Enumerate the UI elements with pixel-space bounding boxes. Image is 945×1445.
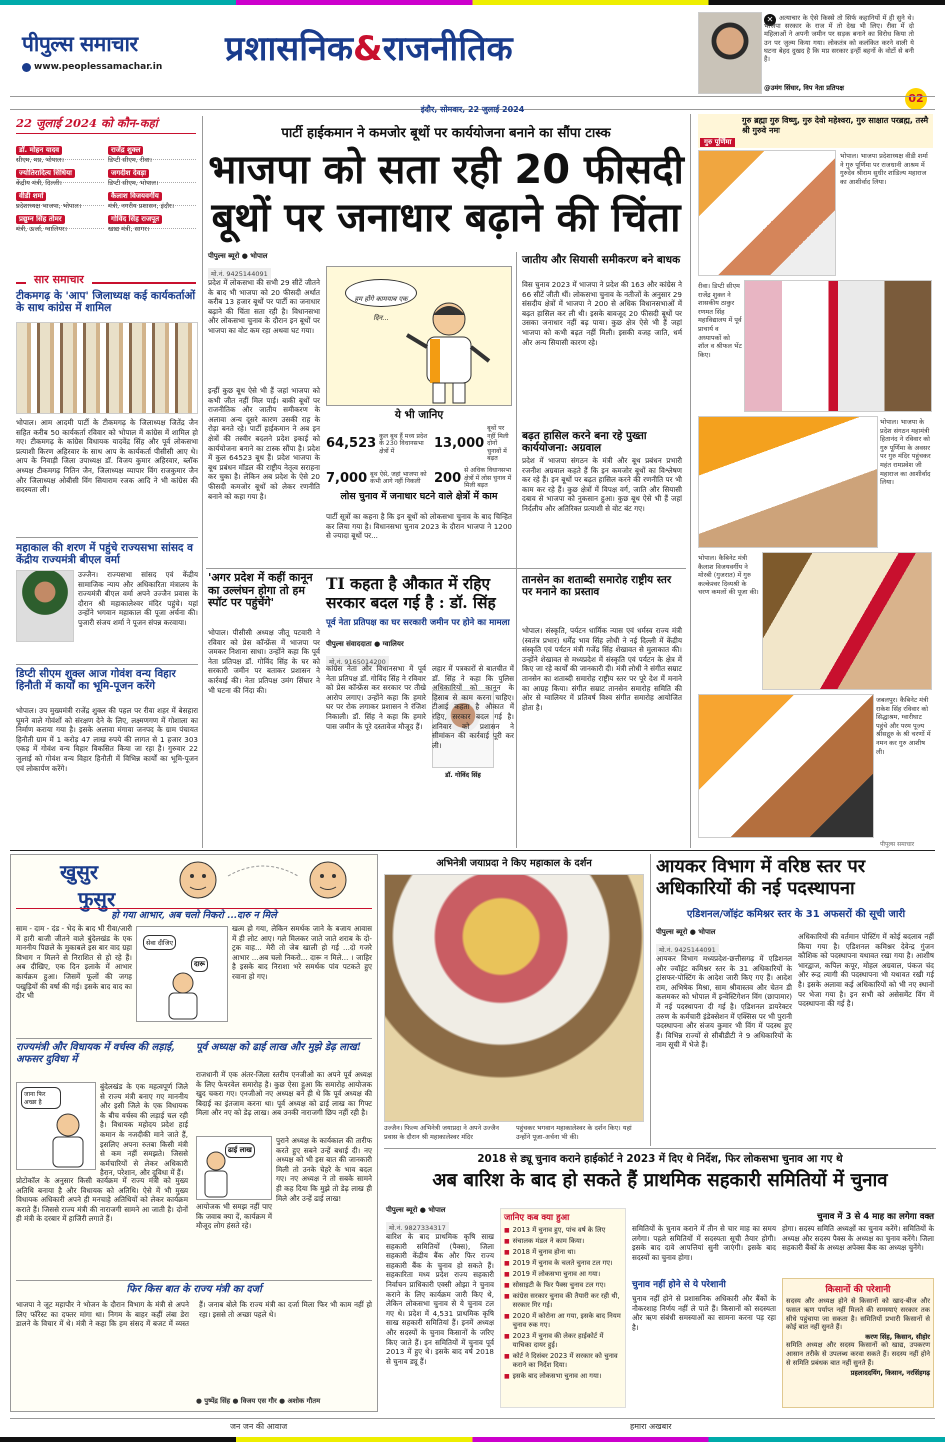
cartoon-figure: [397, 297, 497, 405]
section-title-right: राजनीतिक: [382, 29, 513, 69]
farmer-name-1: करण सिंह, किसान, सीहोर: [865, 1333, 930, 1342]
story2-body: उज्जैन। राज्यसभा सांसद एवं केंद्रीय सामाजिक न्याय और अधिकारिता मंत्रालय के राज्यमंत्री बीएल वर्मा अपने उज्जैन प्रवास के दौरान श्री महाकालेश्वर मंदिर पहुंचे। यहां उन्होंने भगवान महाकाल की पूजा अर्चना की। पुजारी संजय शर्मा ने पूजन संपन्न करवाया।: [78, 570, 198, 627]
page-number: 02: [905, 88, 927, 110]
sar-samachar-header: [16, 268, 196, 284]
stats-box: [326, 408, 512, 488]
timeline-item: ■ कोर्ट ने दिसंबर 2023 में सरकार को चुनाव कराने का निर्देश दिया।: [504, 1352, 622, 1370]
govind-singh-caption: डॉ. गोविंद सिंह: [445, 771, 481, 779]
lead-subhead-body: पार्टी सूत्रों का कहना है कि इन बूथों को लोकसभा चुनाव के बाद चिन्हित कर लिया गया है। विधानसभा चुनाव 2023 के दौरान भाजपा ने 1200 से ज्यादा बूथों पर...: [326, 512, 512, 541]
income-tax-body-b: अधिकारियों की वर्तमान पोस्टिंग में कोई बदलाव नहीं किया गया है। एडिशनल कमिश्नर देवेन्द्र गुंजन कौशिक को पदस्थापना यथावत रखा गया है। आशीष भारद्वाज, कपिल कपूर, मोहल अग्रवाल, पंकज चंद और रूद्र त्यागी की पदस्थापना भी यथावत रखी गई है। इसके अलावा कई अधिकारियों को भी नए स्थानों पर भेजा गया है। इन सभी को असेसमेंट विंग में पदस्थापना की गई है।: [798, 932, 934, 1009]
timeline-item: ■ संचालक मंडल ने काम किया।: [504, 1237, 622, 1246]
khusur-fusur-title: खुसुर फुसुर: [60, 860, 116, 911]
jayaprada-caption2: पहुंचकर भगवान महाकालेश्वर के दर्शन किए। यहां उन्होंने पूजा-अर्चना भी की।: [516, 1124, 632, 1141]
lead-side-body1: विस चुनाव 2023 में भाजपा ने प्रदेश की 163 और कांग्रेस ने 66 सीटें जीती थीं। लोकसभा चुनाव के नतीजों के अनुसार 29 संसदीय क्षेत्रों में भाजपा ने 200 से अधिक विधानसभाओं में बढ़त हासिल कर ली थी। इसके बावजूद 20 फीसदी बूथों पर उसका जनाधार नहीं बढ़ पाया। कुछ क्षेत्र ऐसे भी हैं जहां भाजपा को कभी बढ़त नहीं मिली। इसकी वजह जाति, धर्म और अन्य सियासी कारण रहे।: [522, 280, 682, 347]
khusur-story3-body-more: आयोजक भी समझ नहीं पाए कि जवाब क्या दें, कार्यक्रम में मौजूद लोग हंसते रहे।: [196, 1202, 272, 1231]
khusur-story2-body: बुंदेलखंड के एक महत्वपूर्ण जिले से राज्य मंत्री बनाए गए माननीय और इसी जिले के एक विधायक के बीच वर्चस्व की लड़ाई चल रही है। विधायक महोदय प्रदेश हाई कमान के नजदीकी माने जाते हैं, इसलिए अपना रुतबा किसी मंत्री से कम नहीं समझते। जिससे कर्मचारियों से लेकर अधिकारी हैरान, परेशान, और दुविधा में हैं।: [100, 1082, 188, 1178]
story3-headline: डिप्टी सीएम शुक्ल आज गोवंश वन्य विहार हिनौती में कार्यों का भूमि-पूजन करेंगे: [16, 668, 176, 693]
timeline-item: ■ 2023 में चुनाव की लेकर हाईकोर्ट में याचिका दायर हुई।: [504, 1332, 622, 1350]
khusur-cartoon-2: [16, 1082, 96, 1170]
masthead-logo: [22, 30, 192, 72]
person-entry: गोविंद सिंह राजपूत खाद्य मंत्री, सागर।: [108, 206, 196, 229]
stats-title: ये भी जानिए: [394, 409, 444, 421]
sar-samachar-title: सार समाचार: [26, 273, 92, 286]
income-tax-sub: एडिशनल/जॉइंट कमिश्नर स्तर के 31 अफसरों की सूची जारी: [686, 909, 906, 920]
person-entry: डॉ. मोहन यादव सीएम, मप्र, भोपाल।: [16, 137, 104, 160]
stat-item: 7,000 बूथ ऐसे, जहां भाजपा को कभी आगे नहीं निकली: [326, 470, 427, 486]
guru-caption-5: जबलपुर। कैबिनेट मंत्री राकेश सिंह रविवार को सिद्धाश्रम, ग्वारीघाट पहुंचे और परम पूज्य श्रीसद्गुरु के श्री चरणों में नमन कर गुरु आशीष ली।: [876, 696, 931, 756]
income-tax-body-a: आयकर विभाग मध्यप्रदेश-छत्तीसगढ़ में एडिशनल और ज्वॉइंट कमिश्नर स्तर के 31 अधिकारियों के ट्रांसफर-पोस्टिंग के आदेश जारी किए गए हैं। आदेश राम, अभिषेक मिश्रा, साम श्रीवास्तव और चेतन डी कलमकर को भोपाल में इन्वेस्टिगेशन विंग (छापामार) में नई पदस्थापना दी गई है। एडिशनल डायरेक्टर तरुण के कर्मचारी इंडेक्सेशन में एक्सिस पर भी पुरानी पदस्थापना और संजय कुमार भी विंग में पदस्थ हुए हैं। विभिन्न राज्यों से सीबीडीटी ने 9 अधिकारियों के नाम सूची में भेजे हैं।: [656, 954, 792, 1050]
who-where-title: 22 जुलाई 2024 को कौन-कहां: [16, 116, 196, 134]
coop-byline: पीपुल्स ब्यूरो ● भोपाल मो.नं. 9827334317: [386, 1206, 494, 1234]
speech-jana: जाना फिर अच्छा है: [21, 1087, 61, 1109]
section-title: [225, 24, 695, 70]
stat-item: 13,000 बूथों पर नहीं मिली दोनों चुनावों में बढ़त: [434, 425, 509, 463]
section-amp: &: [353, 29, 383, 69]
lead-kicker: पार्टी हाईकमान ने कमजोर बूथों पर कार्ययोजना बनाने का सौंपा टास्क: [281, 126, 611, 141]
tansen-body: भोपाल। संस्कृति, पर्यटन धार्मिक न्यास एवं धर्मस्व राज्य मंत्री (स्वतंत्र प्रभार) धर्मेंद्र भाव सिंह लोधी ने नई दिल्ली में केंद्रीय संस्कृति एवं पर्यटन मंत्री गजेंद्र सिंह शेखावत से मुलाकात की। उन्होंने शेखावत से मध्यप्रदेश में संस्कृति एवं पर्यटन के क्षेत्र में किए जा रहे कार्यों की जानकारी दी। मंत्री लोधी ने संगीत सम्राट तानसेन का शताब्दी समारोह राष्ट्रीय स्तर पर पूरे देश में मनाने का आग्रह किया। संगीत सम्राट तानसेन समारोह समिति की ओर से ग्वालियर में प्रतिवर्ष विश्व संगीत समारोह आयोजित होता है।: [522, 626, 682, 712]
person-entry: वीडी शर्मा प्रदेशाध्यक्ष भाजपा, भोपाल।: [16, 183, 104, 206]
speech-daru: दारू: [191, 957, 208, 972]
globe-icon: [22, 63, 31, 72]
guru-purnima-tag: गुरु पूर्णिमा: [700, 138, 735, 147]
cartoon-man: [157, 971, 209, 1021]
person-entry: राजेंद्र शुक्ल डिप्टी सीएम, रीवा।: [108, 137, 196, 160]
lead-subhead: लोस चुनाव में जनाधार घटने वाले क्षेत्रों में काम: [340, 491, 498, 502]
footer-right: हमारा अखबार: [630, 1422, 672, 1431]
story2-headline: महाकाल की शरण में पहुंचे राज्यसभा सांसद व केंद्रीय राज्यमंत्री बीएल वर्मा: [16, 542, 193, 567]
person-entry: कैलाश विजयवर्गीय मंत्री, नगरीय प्रशासन, इंदौर।: [108, 183, 196, 206]
aap-workers-join-photo: [16, 322, 198, 414]
speech-dhai-lakh: ढाई लाख: [225, 1143, 255, 1158]
timeline-item: ■ 2019 में लोकसभा चुनाव आ गया।: [504, 1270, 622, 1279]
coop-col3-head: चुनाव नहीं होने से ये परेशानी: [632, 1280, 726, 1290]
color-registration-strip: [0, 0, 945, 5]
person-entry: ज्योतिरादित्य सिंधिया केंद्रीय मंत्री, दिल्ली।: [16, 160, 104, 183]
guru-caption-1: भोपाल। भाजपा प्रदेशाध्यक्ष वीडी शर्मा ने गुरु पूर्णिमा पर राजधानी आश्रम में गुरुदेव श्रीराम सुधीर शांडिल्य महाराज का आशीर्वाद लिया।: [840, 152, 928, 186]
khusur-cartoon-1: [136, 926, 228, 1022]
coop-col4-box: [782, 1278, 934, 1408]
ti-body2: कांग्रेस नेता और विधानसभा में पूर्व नेता प्रतिपक्ष डॉ. गोविंद सिंह ने रविवार को प्रेस कॉन्फ्रेंस कर सरकार पर तीखे आरोप लगाए। उन्होंने कहा कि हमारे घर पर रोक लगाकर प्रशासन ने रंजिश निकाली। डॉ. सिंह ने कहा कि हमारे पास जमीन के पूरे दस्तावेज मौजूद हैं।: [326, 664, 426, 731]
person-entry: प्रद्युम्न सिंह तोमर मंत्री, ऊर्जा, ग्वालियर।: [16, 206, 104, 229]
guru-photo-1: [698, 150, 836, 276]
umang-singhar-portrait: [698, 12, 762, 94]
cartoon-man-3: [201, 1151, 231, 1199]
ti-pullquote: 'अगर प्रदेश में कहीं कानून का उल्लंघन होगा तो हम स्पॉट पर पहुंचेंगे': [208, 571, 313, 610]
tansen-headline: तानसेन का शताब्दी समारोह राष्ट्रीय स्तर पर मनाने का प्रस्ताव: [522, 574, 672, 599]
guru-caption-2: रीवा। डिप्टी सीएम राजेंद्र शुक्ल ने शासकीय ठाकुर रणमत सिंह महाविद्यालय में पूर्व प्राचार्य व अध्यापकों को शॉल व श्रीफल भेंट किए।: [698, 282, 742, 359]
income-tax-headline: आयकर विभाग में वरिष्ठ स्तर पर अधिकारियों की नई पदस्थापना: [656, 856, 866, 899]
quote-author: @उमंग सिंघार, विप नेता प्रतिपक्ष: [764, 84, 844, 92]
lead-headline: [206, 146, 686, 242]
khusur-story3-body-cont: पुराने अध्यक्ष के कार्यकाल की तारीफ करते हुए सबने उन्हें बधाई दी। नए अध्यक्ष को भी इस बात की जानकारी मिली तो उनके चेहरे के भाव बदल गए। नए अध्यक्ष ने तो सबके सामने ही कह दिया कि मुझे तो डेढ़ लाख ही मिले और उन्हें ढाई लाख!: [276, 1136, 372, 1203]
guru-photo-4: [762, 552, 932, 690]
stat-item: 64,523 कुल बूथ हैं मध्य प्रदेश के 230 विधानसभा क्षेत्रों में: [326, 432, 428, 455]
website-url[interactable]: www.peoplessamachar.in: [34, 62, 163, 72]
lead-side-head1: जातीय और सियासी समीकरण बने बाधक: [522, 254, 681, 266]
jayaprada-banner: अभिनेत्री जयाप्रदा ने किए महाकाल के दर्शन: [436, 858, 592, 869]
guru-caption-3: भोपाल। भाजपा के प्रदेश संगठन महामंत्री हितानंद ने रविवार को गुरु पूर्णिमा के अवसर पर गुरु मंदिर पहुंचकर महंत रामप्रवेश जी महाराज का आशीर्वाद लिया।: [880, 418, 931, 487]
ti-body3: लहार में पत्रकारों से बातचीत में डॉ. सिंह ने कहा कि पुलिस अधिकारियों को कानून के हिसाब से काम करना चाहिए। टीआई कहता है औकात में रहिए, सरकार बदल गई है। शनिवार को प्रशासन ने सीमांकन की कार्रवाई पूरी कर ली।: [432, 664, 514, 750]
newspaper-logo: पीपुल्स समाचार: [22, 32, 138, 56]
lead-byline: पीपुल्स ब्यूरो ● भोपाल मो.नं. 9425144091: [208, 252, 320, 280]
farmer-quote-2: समिति अध्यक्ष और सदस्य किसानों को खाद्य, उपकरण आसान तरीके से उपलब्ध करवा सकते हैं। सदस्य नहीं होने से समिति प्रबंधक बात नहीं सुनते हैं।: [786, 1341, 930, 1367]
x-social-icon: ✕: [764, 14, 776, 26]
stat-item: 200 से अधिक विधानसभा क्षेत्रों में लोस चुनाव में मिली बढ़त: [434, 466, 512, 490]
person-entry: जगदीश देवड़ा डिप्टी सीएम, भोपाल।: [108, 160, 196, 183]
quote-text: अत्याचार के ऐसे किस्से तो सिर्फ कहानियों में ही सुने थे। भाजपा सरकार के राज में तो देख भी लिए। रीवा में दो महिलाओं ने अपनी जमीन पर सड़क बनाने का विरोध किया तो उन पर जुल्म किया गया। लोकतंत्र को कलंकित करने वाली ये घटना बेहद दुखद है कि मप्र सरकार इन्हीं बहनों के वोटों से बनी है।: [764, 14, 914, 64]
lead-side-head2: बढ़त हासिल करने बना रहे पुख्ता कार्ययोजना: अग्रवाल: [522, 430, 647, 455]
coop-subnote: चुनाव में 3 से 4 माह का लगेगा वक्त: [817, 1212, 934, 1222]
jayaprada-photo: [384, 874, 644, 1122]
guru-purnima-header: [698, 114, 933, 148]
khusur-story2-body-cont: प्रोटोकॉल के अनुसार किसी कार्यक्रम में राज्य मंत्री को मुख्य अतिथि बनाया है और विधायक को अतिथि। ऐसे में भी मुख्य विधायक अधिकारी अपने ही मनचाहे अतिथियों को लेकर कार्यक्रम कराते हैं। जिससे राज्य मंत्री की नाराजगी सामने आ जाती है। दोनों ही मंत्री के दरबार में हाजिरी लगाते हैं।: [16, 1176, 188, 1224]
khusur-story1-body-b: खत्म हो गया, लेकिन समर्थक जाने के बजाय आवास में ही लोट आए। गले मिलकर जाते जाते शराब के दो-ट्रक वाह... मेरी तो जेब खाली हो गई ...दो गजरे आभार ...अब चलो निकरो... दारू न मिले... । जाहिर है इसके बाद निराशा भरे समर्थक पांव पटकते हुए रवाना हो गए।: [232, 924, 372, 981]
jayaprada-caption1: उज्जैन। फिल्म अभिनेत्री जयाप्रदा ने अपने उज्जैन प्रवास के दौरान श्री महाकालेश्वर मंदिर: [384, 1124, 499, 1141]
guru-photo-2: [744, 280, 932, 412]
speech-sewa: सेवा दीजिए: [143, 935, 176, 950]
dateline: इंदौर, सोमवार, 22 जुलाई 2024: [420, 105, 525, 114]
income-tax-byline: पीपुल्स ब्यूरो ● भोपाल मो.नं. 9425144091: [656, 928, 792, 956]
color-registration-strip-bottom: [0, 1437, 945, 1442]
lead-side-body2: प्रदेश में भाजपा संगठन के मंत्री और बूथ प्रबंधन प्रभारी रजनीश अग्रवाल कहते हैं कि इन कमजोर बूथों का विश्लेषण कर रहे हैं। इन बूथों पर बढ़त हासिल करने की रणनीति पर भी काम कर रहे हैं। कुछ क्षेत्रों में विपक्ष वर्ग, जाति और सियासी दबाव से भाजपा को नुकसान हुआ। कुछ बूथ ऐसे भी हैं जहां निर्दलीय और अतिरिक्त प्रत्याशी से वोट बंट गए।: [522, 456, 682, 513]
lead-cartoon: [326, 266, 512, 406]
coop-timeline: [500, 1208, 626, 1408]
timeline-item: ■ कांग्रेस सरकार चुनाव की तैयारी कर रही थी, सरकार गिर गई।: [504, 1292, 622, 1310]
khusur-story3-body: राजधानी में एक अंतर-जिला स्तरीय एनजीओ का अपने पूर्व अध्यक्ष के लिए फेयरवेल समारोह है। कुछ ऐसा हुआ कि समारोह आयोजक खुद चकरा गए। एनजीओ नए अध्यक्ष बने ही थे कि पूर्व अध्यक्ष की बिदाई का इंतजाम करना था। पूर्व अध्यक्ष को ढाई लाख का गिफ्ट मिला और नए को डेढ़ लाख। अब उनकी नाराजगी छिप नहीं रही है।: [196, 1070, 372, 1118]
coop-col3-body: चुनाव नहीं होने से प्रशासनिक अधिकारी और बैंकों के नौकरशाह निर्णय नहीं ले पाते हैं। किसानों को सदस्यता और ऋण संबंधी समस्याओं का सामना करना पड़ रहा है।: [632, 1294, 776, 1332]
bl-verma-photo: [16, 570, 74, 642]
timeline-item: ■ 2018 में चुनाव होना था।: [504, 1248, 622, 1257]
guru-photo-3: [698, 416, 878, 548]
coop-body: बारिश के बाद प्राथमिक कृषि साख सहकारी समितियों (पैक्स), जिला सहकारी केंद्रीय बैंक और फिर राज्य सहकारी बैंक के चुनाव हो सकते हैं। सहकारिता मध्य प्रदेश राज्य सहकारी निर्वाचन प्राधिकारी एक्सी ओझा ने चुनाव कराने के लिए कार्यक्रम जारी किए थे, लेकिन लोकसभा चुनाव से ये चुनाव टल गए थे। प्रदेश में 4,531 प्राथमिक कृषि साख सहकारी समितियां हैं। इनमें अध्यक्ष और सदस्यों के चुनाव किसानों के जरिए किए जाते हैं। इन समितियों में चुनाव पूर्व 2013 में हुए थे। इसके बाद वर्ष 2018 से चुनाव ड्यू हैं।: [386, 1232, 494, 1366]
cartoon-speech-bubble: हम होंगे कामयाब एक दिन...: [345, 279, 417, 307]
who-where-box: [16, 116, 196, 261]
footer-left: जन जन की आवाज: [230, 1422, 288, 1431]
timeline-item: ■ 2019 में चुनाव के चलते चुनाव टल गए।: [504, 1259, 622, 1268]
khusur-story3-head: पूर्व अध्यक्ष को ढाई लाख और मुझे डेढ़ लाख!: [196, 1042, 362, 1053]
section-title-left: प्रशासनिक: [225, 29, 354, 69]
khusur-cartoon-faces: [168, 856, 364, 902]
lead-body-col1-cont: इन्हीं कुछ बूथ ऐसे भी हैं जहां भाजपा को कभी जीत नहीं मिल पाई। बाकी बूथों पर राजनीतिक और जातीय समीकरण के अलावा अन्य दूसरे कारण उसकी राह के रोड़ा बनते रहे। पार्टी हाईकमान ने अब इन क्षेत्रों की तस्वीर बदलने प्रदेश इकाई को कार्ययोजना बनाने का टास्क सौंपा है। प्रदेश में कुल 64523 बूथ हैं। प्रदेश भाजपा के बूथ प्रबंधन मॉडल की राष्ट्रीय नेतृत्व सराहना कर चुका है। लेकिन अब प्रदेश के ऐसे 20 फीसदी कमजोर बूथों को लेकर रणनीति बनाने को कहा गया है।: [208, 386, 320, 501]
ti-byline: पीपुल्स संवाददाता ● ग्वालियर मो.नं. 9165014200: [326, 640, 404, 666]
farmer-name-2: प्रहलाददयिंग, किसान, नरसिंहगढ़: [850, 1368, 930, 1377]
story1-body: भोपाल। आम आदमी पार्टी के टीकमगढ़ के जिलाध्यक्ष जितेंद्र जैन सहित करीब 50 कार्यकर्ता रविवार को भोपाल में कांग्रेस में शामिल हो गए। टीकमगढ़ के कांग्रेस विधायक यादवेंद्र सिंह और पूर्व लोकसभा प्रत्याशी किरण अहिरवार के साथ आप के कार्यकर्ता पीसीसी आए थे। आप के निवाड़ी जिला उपाध्यक्ष डॉ. विजय कुमार अहिरवार, ब्लॉक अध्यक्ष टीकमगढ़ नितिन जैन, जिलाध्यक्ष व्यापार विंग राजकुमार जैन और जिलाध्यक्ष ओबीसी विंग सियाराम रजक आदि ने भी कांग्रेस की सदस्यता ली।: [16, 418, 198, 495]
guru-photo-credit: पीपुल्स समाचार: [880, 841, 915, 848]
timeline-item: ■ 2013 में चुनाव हुए, पांच वर्ष के लिए: [504, 1226, 622, 1235]
story1-headline: टीकमगढ़ के 'आप' जिलाध्यक्ष कई कार्यकर्ताओं के साथ कांग्रेस में शामिल: [16, 290, 196, 315]
farmer-quote-1: सदस्य और अध्यक्ष होने से किसानों को खाद-बीज और फसल ऋण पर्याप्त नहीं मिलते की समस्याएं सरकार तक सीधे पहुंचाया जा सकता है। समितियों प्रभारी किसानों से कोई बात नहीं सुनते हैं।: [786, 1297, 930, 1332]
lead-headline-line2: बूथों पर जनाधार बढ़ाने की चिंता: [211, 195, 681, 241]
timeline-item: ■ 2020 में कोरोना आ गया, इसके बाद नियम चुनाव रुक गए।: [504, 1312, 622, 1330]
masthead-quote-box: [698, 12, 930, 105]
khusur-story4-head: फिर किस बात के राज्य मंत्री का दर्जा: [126, 1284, 262, 1295]
ti-headline: TI कहता है औकात में रहिए सरकार बदल गई है : डॉ. सिंह: [326, 574, 496, 612]
coop-col4: होगा। सदस्य समिति अध्यक्षों का चुनाव करेंगे। समितियों के अध्यक्ष और सदस्य पैक्स के अध्यक्ष का चुनाव करेंगे। जिला सहकारी बैंकों के अध्यक्ष अपेक्स बैंक का अध्यक्ष चुनेंगे।: [782, 1224, 934, 1253]
timeline-item: ■ इसके बाद लोकसभा चुनाव आ गया।: [504, 1372, 622, 1381]
coop-headline: अब बारिश के बाद हो सकते हैं प्राथमिक सहकारी समितियों में चुनाव: [432, 1170, 888, 1191]
guru-caption-4: भोपाल। कैबिनेट मंत्री कैलाश विजयवर्गीय ने मोरबी (गुजरात) में गुरु कल्केश्वर दिव्यश्री के चरण कमलों की पूजा की।: [698, 554, 759, 597]
lead-body-col1: प्रदेश में लोकसभा की सभी 29 सीटें जीतने के बाद भी भाजपा को 20 फीसदी अर्थात करीब 13 हजार बूथों पर पार्टी का जनाधार बढ़ाने की चिंता सता रही है। विधानसभा और लोकसभा चुनाव के दौरान इन बूथों पर भाजपा का वोट कम रहा अथवा घट गया।: [208, 278, 320, 335]
lead-headline-line1: भाजपा को सता रही 20 फीसदी: [208, 147, 684, 193]
coop-col3: समितियों के चुनाव कराने में तीन से चार माह का समय लगेगा। पहले समितियों में सदस्यता सूची तैयार होगी। इसके बाद दावे आपत्तियां सुनी जाएंगी। इसके बाद सदस्यों का चुनाव होगा।: [632, 1224, 776, 1262]
khusur-cartoon-3: [196, 1136, 272, 1200]
coop-kicker: 2018 से ड्यू चुनाव कराने हाईकोर्ट ने 2023 में दिए थे निर्देश, फिर लोकसभा चुनाव आ गए थे: [477, 1153, 843, 1165]
ti-sub: पूर्व नेता प्रतिपक्ष का घर सरकारी जमीन पर होने का मामला: [326, 618, 510, 628]
story3-body: भोपाल। उप मुख्यमंत्री राजेंद्र शुक्ल की पहल पर रीवा शहर में बेसहारा घूमने वाले गोवंशों को संरक्षण देने के लिए, लक्ष्मणगण में गोशाला का निर्माण कराया गया है। इसके अलावा मंगावा जनपद के ग्राम पंचायत हिनौती ग्राम में 1 करोड़ 47 लाख रुपये की लागत से 1 हजार 303 एकड़ में गोवंश वन्य विहार विकसित किया जा रहा है। गुरुवार 22 जुलाई को गोवंश वन्य विहार हिनौती में विभिन्न कार्यों का भूमि-पूजन एवं लोकार्पण करेंगे।: [16, 706, 198, 773]
khusur-story4-body: भाजपा ने जूट महापौर ने भोजन के दौरान विभाग के मंत्री से अपने लिए फॉरेस्ट का दफ्तर मांगा था। निगम के बाहर कहीं लंबा डेरा डालने के विचार में थे। मंत्री ने कहा कि हम संसद में बजट में व्यस्त हैं। जनाब बोले कि राज्य मंत्री का दर्जा मिला फिर भी काम नहीं हो रहा। इससे तो अच्छा पहले थे।: [16, 1300, 372, 1329]
khusur-story2-head: राज्यमंत्री और विधायक में वर्चस्व की लड़ाई, अफसर दुविधा में: [16, 1042, 175, 1065]
footer-bar: [10, 1418, 935, 1432]
timeline-item: ■ सोसाइटी के फिर पैक्स चुनाव टल गए।: [504, 1281, 622, 1290]
cartoon-man-2: [43, 1113, 93, 1169]
coop-timeline-title: जानिए कब क्या हुआ: [504, 1213, 570, 1223]
who-where-grid: [16, 137, 196, 233]
guru-photo-5: [698, 694, 874, 838]
dateline-bar: [10, 96, 935, 114]
khusur-story1-head: हो गया आभार, अब चलो निकरो ...दारु न मिले: [16, 908, 372, 922]
ti-body1: भोपाल। पीसीसी अध्यक्ष जीतू पटवारी ने रविवार को प्रेस कॉन्फ्रेंस में भाजपा पर जमकर निशाना साधा। उन्होंने कहा कि पूर्व नेता प्रतिपक्ष डॉ. गोविंद सिंह के घर को सरकारी जमीन पर बताकर प्रशासन ने कार्रवाई की। नेता प्रतिपक्ष उमंग सिंघार ने भी घटना की निंदा की।: [208, 628, 320, 695]
coop-col4-head: किसानों की परेशानी: [825, 1285, 891, 1295]
guru-shloka: गुरु ब्रह्मा गुरु विष्णु, गुरु देवो महेश्वरा, गुरु साक्षात परब्रह्म, तस्मै श्री गुरुवे नमः: [742, 116, 929, 135]
khusur-signoff: ● पुष्पेंद्र सिंह ● विजय एस गौर ● अशोक गौतम: [196, 1397, 321, 1405]
khusur-story1-body-a: साम - दाम - दंड - भेद के बाद भी रीवा/जारी में हारी बाजी जीतने वाले बुंदेलखंड के एक माननीय पिछले के मुकाबले इस बार वाद ग्रहा विभाग न मिलने से निराशित से हो रहे हैं। अब दीखिए, एक दिन इलाके में आभार कार्यक्रम हुआ। जिसमें फूलों की जगह पखुड़ियों की वर्षा की गई। इसके बाद वाद का दौर भी: [16, 924, 132, 1001]
